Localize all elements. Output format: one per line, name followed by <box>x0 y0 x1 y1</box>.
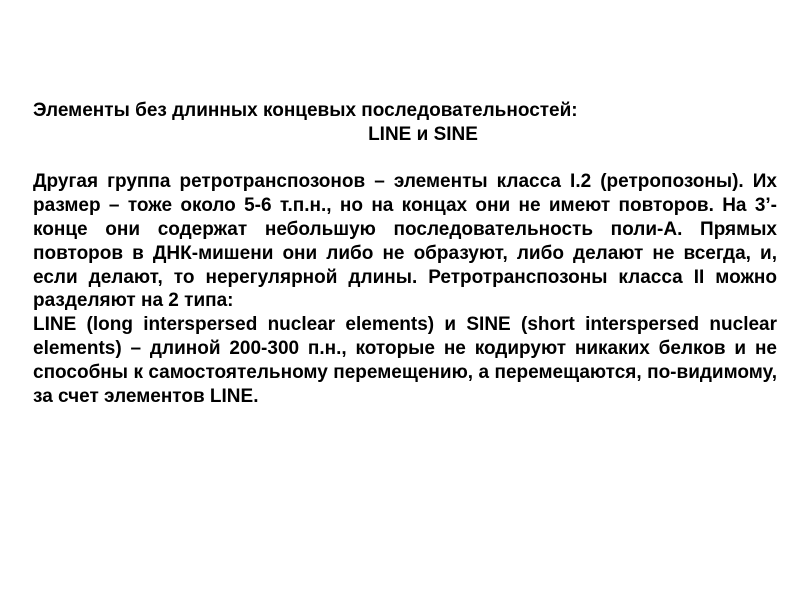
slide-content <box>33 99 777 408</box>
paragraph-retrotransposons: Другая группа ретротранспозонов – элементы класса I.2 (ретропозоны). Их размер – тоже около 5-6 т.п.н., но на концах они не имеют повторов. На 3’-конце они содержат небольшую последовательность поли-А. Прямых повторов в ДНК-мишени они либо не образуют, либо делают не всегда, и, если делают, то нерегулярной длины. Ретротранспозоны класса II можно разделяют на 2 типа: <box>33 171 777 312</box>
slide-heading: Элементы без длинных концевых последовательностей: <box>33 100 578 121</box>
blank-line <box>33 147 777 171</box>
paragraph-line-sine: LINE (long interspersed nuclear elements) и SINE (short interspersed nuclear elements) – длиной 200-300 п.н., которые не кодируют никаких белков и не способны к самостоятельному перемещению, а перемещаются, по-видимому, за счет элементов LINE. <box>33 314 777 407</box>
slide-subheading: LINE и SINE <box>368 123 478 145</box>
